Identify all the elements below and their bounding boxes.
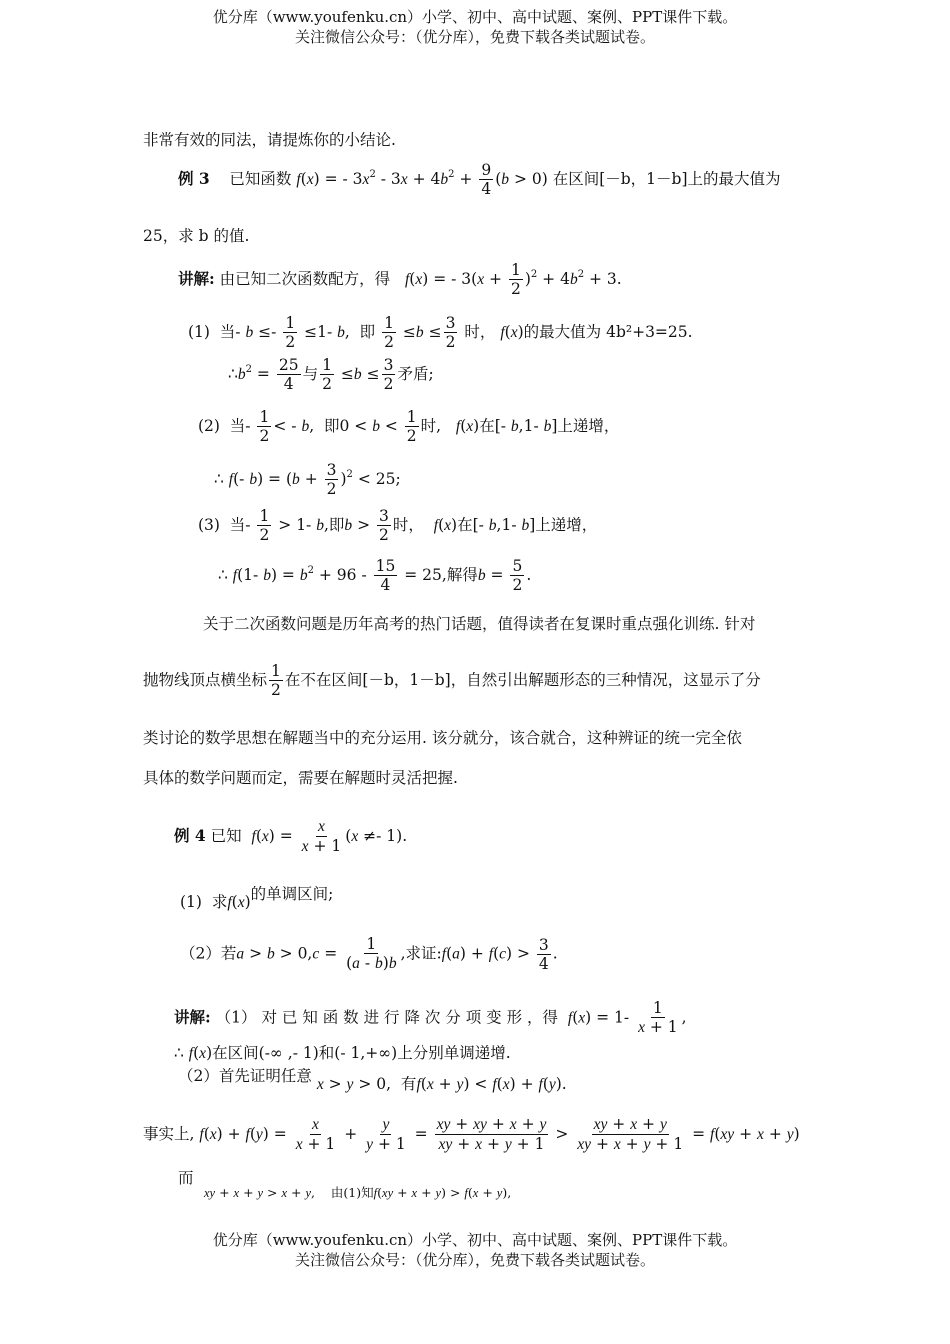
ex3-remark-4: 具体的数学问题而定，需要在解题时灵活把握.: [143, 769, 458, 787]
ex3-case2-result: ∴ f(- b) = (b + $\frac{3}{2}$ )$^2$ < 25;: [214, 461, 401, 499]
ex4-and-ineq: xy + x + y > x + y, 由(1)知f(xy + x + y) > f(x + y),: [204, 1185, 512, 1200]
header-top-line1: 优分库（www.youfenku.cn）小学、初中、高中试题、案例、PPT课件下载。: [212, 8, 738, 26]
ex3-case3: (3) 当- $\frac{1}{2}$ > 1- b,即b > $\frac{3}{2}$ 时， f(x)在[- b,1- b]上递增，: [198, 507, 598, 545]
ex4-q2: （2）若a > b > 0,c = $\frac{1}{(a - b)b}$ ,求证:f(a) + f(c) > $\frac{3}{4}$ .: [180, 935, 558, 973]
ex3-remark-1: 关于二次函数问题是历年高考的热门话题，值得读者在复课时重点强化训练. 针对: [203, 615, 756, 633]
ex4-and: 而: [178, 1169, 194, 1187]
ex4-solution-1: 讲解: （1） 对 已 知 函 数 进 行 降 次 分 项 变 形 ，得 f(x) = 1- $\frac{1}{x + 1}$ ,: [174, 999, 687, 1037]
intro-line: 非常有效的同法，请提炼你的小结论.: [143, 131, 396, 149]
ex4-part2-claim: （2）首先证明任意 x > y > 0, 有f(x + y) < f(x) + f(y).: [178, 1067, 567, 1093]
ex3-label: 例 3: [178, 168, 210, 188]
ex3-solution-intro: 讲解: 由已知二次函数配方，得 f(x) = - 3(x + $\frac{1}{2}$ )$^2 + 4b^2 + 3$.: [178, 261, 622, 299]
header-top-line2: 关注微信公众号：（优分库），免费下载各类试题试卷。: [294, 28, 655, 46]
ex4-stem: 例 4 已知 f(x) = $\frac{x}{x + 1}$ (x ≠- 1).: [174, 818, 408, 856]
header-bottom-line1: 优分库（www.youfenku.cn）小学、初中、高中试题、案例、PPT课件下载。: [212, 1231, 738, 1249]
ex3-stem-cont: 25，求 b 的值.: [143, 227, 250, 245]
ex4-monotonic: ∴ f(x)在区间(-∞ ,- 1)和(- 1,+∞)上分别单调递增.: [174, 1044, 511, 1062]
ex4-q1: (1) 求f(x)的单调区间;: [180, 885, 334, 911]
ex4-fact: 事实上, f(x) + f(y) = $\frac{x}{x + 1}$ + $\frac{y}{y + 1}$ = $\frac{xy + xy + x + y}{xy + x + y + 1}$ > $\frac{xy + x + y}{xy + x + y + 1}$ = f(xy + x + y): [143, 1115, 800, 1154]
header-bottom-line2: 关注微信公众号：（优分库），免费下载各类试题试卷。: [294, 1251, 655, 1269]
ex3-case1-contra: $\therefore b^2$ = $\frac{25}{4}$ 与 $\frac{1}{2}$ ≤b ≤ $\frac{3}{2}$ 矛盾;: [228, 356, 434, 394]
ex3-function: f: [296, 170, 301, 188]
ex3-stem: 例 3 已知函数 f(x) = - $3x^2 - 3x + 4b^2$ + $\frac{9}{4}$ (b > 0) 在区间[－b，1－b]上的最大值为: [178, 161, 781, 199]
ex3-case3-result: ∴ f(1- $b) = b^2 + 96$ - $\frac{15}{4}$ = 25,解得b = $\frac{5}{2}$ .: [218, 557, 532, 595]
ex3-case2: (2) 当- $\frac{1}{2}$ < - b, 即0 < b < $\frac{1}{2}$ 时, f(x)在[- b,1- b]上递增，: [198, 408, 620, 446]
ex3-case1: (1) 当- b ≤- $\frac{1}{2}$ ≤1- b, 即 $\frac{1}{2}$ ≤b ≤ $\frac{3}{2}$ 时， f(x)的最大值为 4b²+3=25.: [188, 314, 693, 352]
ex3-remark-3: 类讨论的数学思想在解题当中的充分运用. 该分就分，该合就合，这种辨证的统一完全依: [143, 729, 742, 747]
ex3-remark-2: 抛物线顶点横坐标 $\frac{1}{2}$ 在不在区间[－b，1－b]，自然引出解题形态的三种情况，这显示了分: [143, 662, 761, 700]
